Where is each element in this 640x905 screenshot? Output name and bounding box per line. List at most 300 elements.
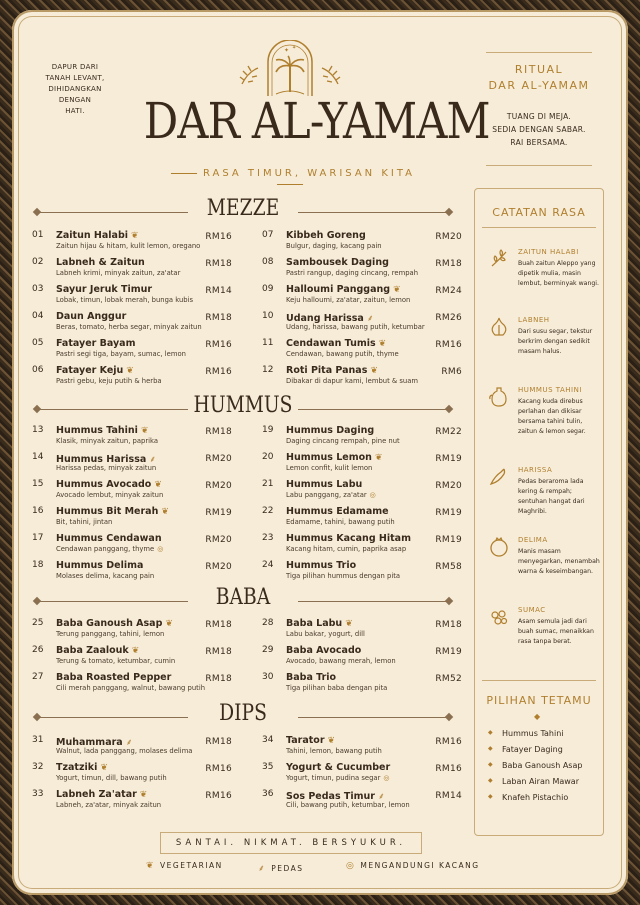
item-description <box>286 269 418 277</box>
item-desc-text: Labu panggang, za'atar <box>286 491 367 499</box>
item-name-text: Baba Ganoush Asap <box>56 618 163 629</box>
item-desc-text: Tahini, lemon, bawang putih <box>286 747 382 755</box>
diamond-icon <box>445 208 453 216</box>
item-desc-text: Keju halloumi, za'atar, zaitun, lemon <box>286 296 411 304</box>
item-description <box>56 491 163 499</box>
item-price: RM18 <box>205 313 232 323</box>
footer-tagline: SANTAI. NIKMAT. BERSYUKUR. <box>160 832 422 854</box>
item-description <box>286 242 382 250</box>
menu-item <box>262 452 462 480</box>
garlic-icon <box>488 316 510 338</box>
menu-item <box>262 789 462 817</box>
item-price: RM18 <box>205 427 232 437</box>
item-desc-text: Labu bakar, yogurt, dill <box>286 630 365 638</box>
item-number: 14 <box>32 452 44 462</box>
note-text: Pedas beraroma lada kering & rempah; sentuhan hangat dari Maghribi. <box>518 478 585 515</box>
item-number: 20 <box>262 452 274 462</box>
section-header <box>32 393 454 421</box>
section-title: MEZZE <box>206 196 280 221</box>
item-desc-text: Daging cincang rempah, pine nut <box>286 437 400 445</box>
ritual-title-line: DAR AL-YAMAM <box>488 79 590 92</box>
item-desc-text: Yogurt, timun, pudina segar <box>286 774 381 782</box>
guest-pick-item: ◆ Fatayer Daging <box>488 745 582 761</box>
olive-branch-icon <box>488 248 510 270</box>
menu-item <box>262 618 462 646</box>
menu-item <box>262 762 462 790</box>
menu-item <box>262 735 462 763</box>
item-number: 03 <box>32 284 44 294</box>
item-name-text: Udang Harissa <box>286 313 364 324</box>
menu-item <box>32 533 232 561</box>
ritual-title <box>486 62 592 94</box>
menu-item <box>32 284 232 312</box>
section-title: HUMMUS <box>193 393 293 418</box>
item-name-text: Fatayer Bayam <box>56 338 136 349</box>
item-price: RM16 <box>435 737 462 747</box>
menu-item <box>262 560 462 588</box>
item-name <box>56 506 169 517</box>
item-desc-text: Molases delima, kacang pain <box>56 572 155 580</box>
item-number: 35 <box>262 762 274 772</box>
item-price: RM19 <box>435 647 462 657</box>
menu-item <box>262 338 462 366</box>
item-number: 10 <box>262 311 274 321</box>
item-description <box>286 350 399 358</box>
item-desc-text: Pastri segi tiga, bayam, sumac, lemon <box>56 350 186 358</box>
item-description <box>56 630 164 638</box>
item-name-text: Halloumi Panggang <box>286 284 391 295</box>
item-desc-text: Terung panggang, tahini, lemon <box>56 630 165 638</box>
diamond-icon <box>33 597 41 605</box>
tasting-notes-title: CATATAN RASA <box>492 206 586 219</box>
item-name-text: Hummus Avocado <box>56 479 152 490</box>
intro-line: TANAH LEVANT, <box>45 74 105 82</box>
menu-item <box>262 645 462 673</box>
item-name <box>286 506 389 517</box>
item-name <box>286 672 336 683</box>
leaf-icon: ❦ <box>370 366 378 376</box>
menu-item <box>262 425 462 453</box>
item-name <box>56 230 139 241</box>
intro-line: DENGAN <box>58 96 92 104</box>
leaf-icon: ❦ <box>345 619 353 629</box>
legend-nuts <box>346 861 480 871</box>
item-name <box>286 533 411 544</box>
restaurant-title: DAR AL-YAMAM <box>143 92 490 150</box>
item-description <box>56 437 158 445</box>
item-desc-text: Kacang hitam, cumin, paprika asap <box>286 545 407 553</box>
item-price: RM18 <box>205 647 232 657</box>
section-header <box>32 585 454 613</box>
item-number: 21 <box>262 479 274 489</box>
leaf-icon: ❦ <box>139 790 148 800</box>
intro-line: HATI. <box>65 107 85 115</box>
item-name-text: Kibbeh Goreng <box>286 230 366 241</box>
item-desc-text: Zaitun hijau & hitam, kulit lemon, oregano <box>56 242 201 250</box>
menu-item <box>262 479 462 507</box>
item-number: 13 <box>32 425 44 435</box>
legend-vegetarian <box>146 861 223 871</box>
item-number: 34 <box>262 735 274 745</box>
diamond-icon <box>445 597 453 605</box>
intro-line: DIHIDANGKAN <box>48 85 102 93</box>
item-price: RM18 <box>205 737 232 747</box>
item-desc-text: Labneh krimi, minyak zaitun, za'atar <box>56 269 181 277</box>
item-number: 25 <box>32 618 44 628</box>
item-name <box>286 618 353 629</box>
item-name <box>286 479 362 490</box>
item-name-text: Labneh Za'atar <box>56 789 137 800</box>
item-name-text: Hummus Edamame <box>286 506 389 517</box>
item-price: RM52 <box>435 674 462 684</box>
item-number: 02 <box>32 257 44 267</box>
sumac-icon <box>488 606 510 628</box>
note-text: Asam semula jadi dari buah sumac, menaikkan rasa tanpa berat. <box>518 618 594 645</box>
item-price: RM20 <box>205 481 232 491</box>
guest-pick-item: ◆ Knafeh Pistachio <box>488 793 582 809</box>
item-price: RM18 <box>435 259 462 269</box>
item-name <box>56 479 162 490</box>
divider <box>482 680 596 681</box>
item-number: 27 <box>32 672 44 682</box>
item-name-text: Sambousek Daging <box>286 257 389 268</box>
item-description <box>56 350 186 358</box>
item-price: RM18 <box>205 259 232 269</box>
item-name <box>56 338 136 349</box>
item-desc-text: Terung & tomato, ketumbar, cumin <box>56 657 176 665</box>
leaf-icon: ❦ <box>100 763 108 773</box>
intro-line: DAPUR DARI <box>51 63 99 71</box>
menu-item <box>262 311 462 339</box>
item-number: 28 <box>262 618 274 628</box>
note-text: Buah zaitun Aleppo yang dipetik mulia, masin lembut, berminyak wangi. <box>518 260 599 287</box>
item-name-text: Sayur Jeruk Timur <box>56 284 153 295</box>
item-name <box>56 618 173 629</box>
item-name <box>56 257 145 268</box>
item-name-text: Hummus Bit Merah <box>56 506 159 517</box>
item-description <box>286 657 396 665</box>
menu-item <box>32 425 232 453</box>
item-name-text: Sos Pedas Timur <box>286 791 375 802</box>
item-name-text: Baba Zaalouk <box>56 645 129 656</box>
ritual-text <box>486 110 592 149</box>
guest-pick-item: ◆ Hummus Tahini <box>488 729 582 745</box>
item-name <box>286 560 356 571</box>
item-name <box>56 789 147 800</box>
item-price: RM16 <box>205 232 232 242</box>
menu-item <box>32 735 232 763</box>
item-name <box>286 425 374 436</box>
nut-icon: ◎ <box>369 491 376 499</box>
item-name <box>286 762 390 773</box>
item-number: 24 <box>262 560 274 570</box>
note-label: HARISSA <box>518 466 553 474</box>
item-name-text: Roti Pita Panas <box>286 365 368 376</box>
item-description <box>286 518 395 526</box>
item-name-text: Hummus Cendawan <box>56 533 162 544</box>
item-number: 26 <box>32 645 44 655</box>
chili-icon: ⸙ <box>366 314 374 324</box>
item-desc-text: Pastri gebu, keju putih & herba <box>56 377 162 385</box>
item-description <box>56 323 202 331</box>
pomegranate-icon <box>488 536 510 558</box>
item-desc-text: Avocado lembut, minyak zaitun <box>56 491 164 499</box>
item-description <box>286 491 376 499</box>
item-name <box>56 533 162 544</box>
item-name-text: Zaitun Halabi <box>56 230 129 241</box>
menu-item <box>262 230 462 258</box>
item-desc-text: Cendawan, bawang putih, thyme <box>286 350 399 358</box>
item-description <box>56 242 200 250</box>
note-label: HUMMUS TAHINI <box>518 386 582 394</box>
item-desc-text: Labneh, za'atar, minyak zaitun <box>56 801 162 809</box>
item-desc-text: Bulgur, daging, kacang pain <box>286 242 382 250</box>
leaf-icon: ❦ <box>126 366 134 376</box>
item-desc-text: Yogurt, timun, dill, bawang putih <box>56 774 167 782</box>
item-description <box>56 377 162 385</box>
item-description <box>286 377 418 385</box>
leaf-icon: ❦ <box>165 619 173 629</box>
item-description <box>286 747 382 755</box>
menu-item <box>32 365 232 393</box>
item-name <box>56 425 149 436</box>
item-number: 12 <box>262 365 274 375</box>
item-price: RM22 <box>435 427 462 437</box>
item-name-text: Cendawan Tumis <box>286 338 376 349</box>
diamond-icon <box>33 208 41 216</box>
item-name <box>286 735 335 746</box>
item-desc-text: Pastri rangup, daging cincang, rempah <box>286 269 419 277</box>
note-label: SUMAC <box>518 606 546 614</box>
section-header <box>32 196 454 224</box>
item-name-text: Tarator <box>286 735 325 746</box>
guest-pick-item: ◆ Baba Ganoush Asap <box>488 761 582 777</box>
item-price: RM20 <box>205 535 232 545</box>
item-description <box>286 630 365 638</box>
item-description <box>56 296 193 304</box>
legend-label: MENGANDUNGI KACANG <box>360 861 480 870</box>
item-description <box>56 464 156 472</box>
menu-item <box>32 230 232 258</box>
item-name-text: Hummus Daging <box>286 425 375 436</box>
item-desc-text: Beras, tomato, herba segar, minyak zaitun <box>56 323 202 331</box>
item-description <box>56 801 161 809</box>
item-price: RM6 <box>441 367 462 377</box>
menu-item <box>262 257 462 285</box>
item-number: 23 <box>262 533 274 543</box>
note-label: LABNEH <box>518 316 550 324</box>
menu-item <box>262 365 462 393</box>
menu-item <box>32 618 232 646</box>
item-number: 29 <box>262 645 274 655</box>
item-name-text: Hummus Harissa <box>56 454 147 465</box>
item-price: RM20 <box>435 481 462 491</box>
item-number: 19 <box>262 425 274 435</box>
item-desc-text: Edamame, tahini, bawang putih <box>286 518 395 526</box>
item-price: RM16 <box>205 340 232 350</box>
leaf-icon: ❦ <box>393 285 401 295</box>
item-description <box>56 684 205 692</box>
item-name-text: Muhammara <box>56 737 123 748</box>
guest-pick-item: ◆ Laban Airan Mawar <box>488 777 582 793</box>
item-number: 09 <box>262 284 274 294</box>
ritual-line: TUANG DI MEJA. <box>506 112 572 121</box>
nut-icon: ◎ <box>383 774 390 782</box>
section-title: BABA <box>215 585 271 610</box>
diamond-icon <box>33 713 41 721</box>
item-price: RM14 <box>435 791 462 801</box>
item-desc-text: Cili merah panggang, walnut, bawang putih <box>56 684 206 692</box>
item-desc-text: Lobak, timun, lobak merah, bunga kubis <box>56 296 194 304</box>
item-price: RM58 <box>435 562 462 572</box>
item-desc-text: Walnut, lada panggang, molases delima <box>56 747 193 755</box>
item-description <box>286 323 425 331</box>
item-description <box>286 684 387 692</box>
item-name-text: Hummus Labu <box>286 479 363 490</box>
item-price: RM19 <box>435 454 462 464</box>
item-description <box>56 774 167 782</box>
item-number: 08 <box>262 257 274 267</box>
item-price: RM19 <box>435 508 462 518</box>
diamond-icon <box>33 405 41 413</box>
leaf-icon: ❦ <box>146 861 156 871</box>
item-number: 22 <box>262 506 274 516</box>
item-description <box>286 572 400 580</box>
menu-item <box>32 789 232 817</box>
chili-icon: ⸙ <box>378 792 385 802</box>
item-price: RM16 <box>205 764 232 774</box>
item-price: RM24 <box>435 286 462 296</box>
note-text: Manis masam menyegarkan, menambah warna & keseimbangan. <box>518 548 600 575</box>
item-name <box>286 365 378 376</box>
item-number: 04 <box>32 311 44 321</box>
item-name-text: Baba Trio <box>286 672 337 683</box>
menu-item <box>262 284 462 312</box>
legend-spicy <box>258 861 304 874</box>
palm-arch-emblem-icon <box>232 40 348 98</box>
chili-icon: ⸙ <box>258 864 267 874</box>
menu-item <box>262 533 462 561</box>
item-price: RM14 <box>205 286 232 296</box>
item-desc-text: Klasik, minyak zaitun, paprika <box>56 437 158 445</box>
item-name <box>56 284 152 295</box>
item-price: RM20 <box>435 232 462 242</box>
item-description <box>286 437 400 445</box>
item-name <box>56 762 108 773</box>
intro-text <box>40 62 110 117</box>
section-header <box>32 701 454 729</box>
menu-item <box>32 257 232 285</box>
item-number: 07 <box>262 230 274 240</box>
item-number: 32 <box>32 762 44 772</box>
diamond-icon: ◆ <box>534 712 541 721</box>
ritual-title-line: RITUAL <box>514 63 564 76</box>
item-desc-text: Tiga pilihan baba dengan pita <box>286 684 388 692</box>
note-text: Dari susu segar, tekstur berkrim dengan sedikit masam halus. <box>518 328 593 355</box>
item-name-text: Fatayer Keju <box>56 365 124 376</box>
oil-jug-icon <box>488 386 510 408</box>
item-name <box>286 257 389 268</box>
item-description <box>56 572 154 580</box>
guest-picks-title: PILIHAN TETAMU <box>486 694 592 707</box>
chili-icon <box>488 466 510 488</box>
item-number: 36 <box>262 789 274 799</box>
item-name <box>56 645 139 656</box>
item-number: 33 <box>32 789 44 799</box>
item-name-text: Baba Labu <box>286 618 343 629</box>
item-price: RM18 <box>435 620 462 630</box>
nut-icon: ◎ <box>157 545 164 553</box>
item-price: RM19 <box>435 535 462 545</box>
item-price: RM20 <box>205 454 232 464</box>
item-desc-text: Cendawan panggang, thyme <box>56 545 155 553</box>
item-number: 11 <box>262 338 274 348</box>
item-price: RM16 <box>205 367 232 377</box>
item-name-text: Baba Roasted Pepper <box>56 672 172 683</box>
leaf-icon: ❦ <box>378 339 387 349</box>
guest-picks-list <box>488 729 582 809</box>
item-number: 16 <box>32 506 44 516</box>
item-desc-text: Bit, tahini, jintan <box>56 518 113 526</box>
menu-item <box>32 762 232 790</box>
leaf-icon: ❦ <box>131 646 140 656</box>
svg-text:✦: ✦ <box>292 45 297 51</box>
item-name-text: Hummus Kacang Hitam <box>286 533 411 544</box>
item-name <box>286 645 361 656</box>
item-name <box>56 560 143 571</box>
item-name <box>56 365 134 376</box>
item-desc-text: Harissa pedas, minyak zaitun <box>56 464 157 472</box>
item-description <box>286 801 410 809</box>
item-number: 30 <box>262 672 274 682</box>
menu-item <box>32 506 232 534</box>
leaf-icon: ❦ <box>154 480 162 490</box>
nut-icon: ◎ <box>346 861 356 871</box>
item-desc-text: Cili, bawang putih, ketumbar, lemon <box>286 801 410 809</box>
item-desc-text: Dibakar di dapur kami, lembut & suam <box>286 377 419 385</box>
menu-item <box>32 560 232 588</box>
item-name-text: Daun Anggur <box>56 311 127 322</box>
item-description <box>286 464 372 472</box>
chili-icon: ⸙ <box>149 455 157 465</box>
leaf-icon: ❦ <box>161 507 169 517</box>
item-number: 18 <box>32 560 44 570</box>
item-name-text: Hummus Tahini <box>56 425 138 436</box>
item-name <box>286 230 366 241</box>
legend-label: PEDAS <box>271 864 304 873</box>
item-price: RM26 <box>435 313 462 323</box>
item-price: RM16 <box>435 764 462 774</box>
item-name-text: Labneh & Zaitun <box>56 257 145 268</box>
item-price: RM16 <box>435 340 462 350</box>
diamond-icon <box>445 405 453 413</box>
menu-item <box>32 672 232 700</box>
item-description <box>286 774 390 782</box>
item-price: RM20 <box>205 562 232 572</box>
menu-item <box>32 311 232 339</box>
menu-item <box>32 479 232 507</box>
item-number: 15 <box>32 479 44 489</box>
section-title: DIPS <box>219 701 267 726</box>
menu-item <box>262 672 462 700</box>
menu-item <box>32 645 232 673</box>
note-label: ZAITUN HALABI <box>518 248 579 256</box>
item-description <box>56 545 163 553</box>
item-desc-text: Lemon confit, kulit lemon <box>286 464 373 472</box>
diamond-icon <box>445 713 453 721</box>
item-name-text: Tzatziki <box>56 762 98 773</box>
restaurant-tagline: RASA TIMUR, WARISAN KITA <box>150 168 430 190</box>
